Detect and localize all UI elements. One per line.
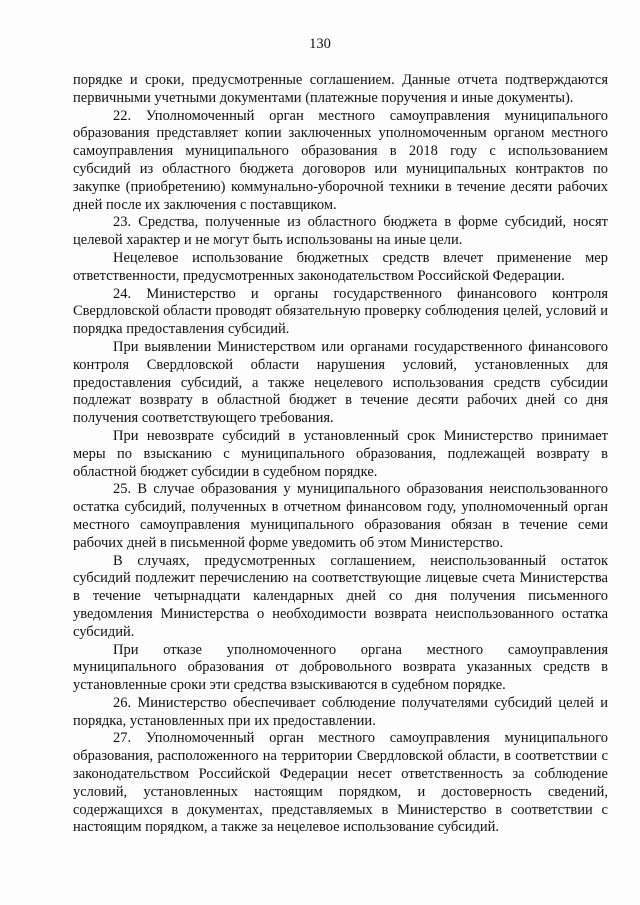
paragraph-continuation: порядке и сроки, предусмотренные соглашением. Данные отчета подтверждаются первичными учетными документами (платежные поручения и иные документы). [73,72,608,106]
paragraph-24: 24. Министерство и органы государственного финансового контроля Свердловской области проводят обязательную проверку соблюдения целей, условий и порядка предоставления субсидий. [73,285,608,338]
document-body [73,72,608,837]
paragraph-27: 27. Уполномоченный орган местного самоуправления муниципального образования, расположенного на территории Свердловской области, в соответствии с законодательством Российской Федерации несет ответственность за соблюдение условий, установленных настоящим порядком, и достоверность сведений, содержащихся в документах, представляемых в Министерство в соответствии с настоящим порядком, а также за нецелевое использование субсидий. [73,730,608,836]
paragraph-25-refusal: При отказе уполномоченного органа местного самоуправления муниципального образования от добровольного возврата указанных средств в установленные сроки эти средства взыскиваются в судебном порядке. [73,641,608,694]
paragraph-24-recovery: При невозврате субсидий в установленный срок Министерство принимает меры по взысканию с муниципального образования, подлежащей возврату в областной бюджет субсидии в судебном порядке. [73,427,608,480]
paragraph-26: 26. Министерство обеспечивает соблюдение получателями субсидий целей и порядка, установленных при их предоставлении. [73,694,608,729]
paragraph-23: 23. Средства, полученные из областного бюджета в форме субсидий, носят целевой характер и не могут быть использованы на иные цели. [73,214,608,249]
paragraph-25: 25. В случае образования у муниципального образования неиспользованного остатка субсидий, полученных в отчетном финансовом году, уполномоченный орган местного самоуправления муниципального образования обязан в течение семи рабочих дней в письменной форме уведомить об этом Министерство. [73,481,608,551]
paragraph-24-violations: При выявлении Министерством или органами государственного финансового контроля Свердловской области нарушения условий, установленных для предоставления субсидий, а также нецелевого использования средств субсидии подлежат возврату в областной бюджет в течение десяти рабочих дней со дня получения соответствующего требования. [73,338,608,427]
paragraph-23-misuse: Нецелевое использование бюджетных средств влечет применение мер ответственности, предусмотренных законодательством Российской Федерации. [73,249,608,284]
paragraph-25-transfer: В случаях, предусмотренных соглашением, неиспользованный остаток субсидий подлежит перечислению на соответствующие лицевые счета Министерства в течение четырнадцати календарных дней со дня получения письменного уведомления Министерства о необходимости возврата неиспользованного остатка субсидий. [73,552,608,640]
paragraph-22: 22. Уполномоченный орган местного самоуправления муниципального образования представляет копии заключенных уполномоченным органом местного самоуправления муниципального образования в 2018 году с использованием субсидий из областного бюджета договоров или муниципальных контрактов по закупке (приобретению) коммунально-уборочной техники в течение десяти рабочих дней после их заключения с поставщиком. [73,107,608,213]
page-number: 130 [309,36,331,52]
